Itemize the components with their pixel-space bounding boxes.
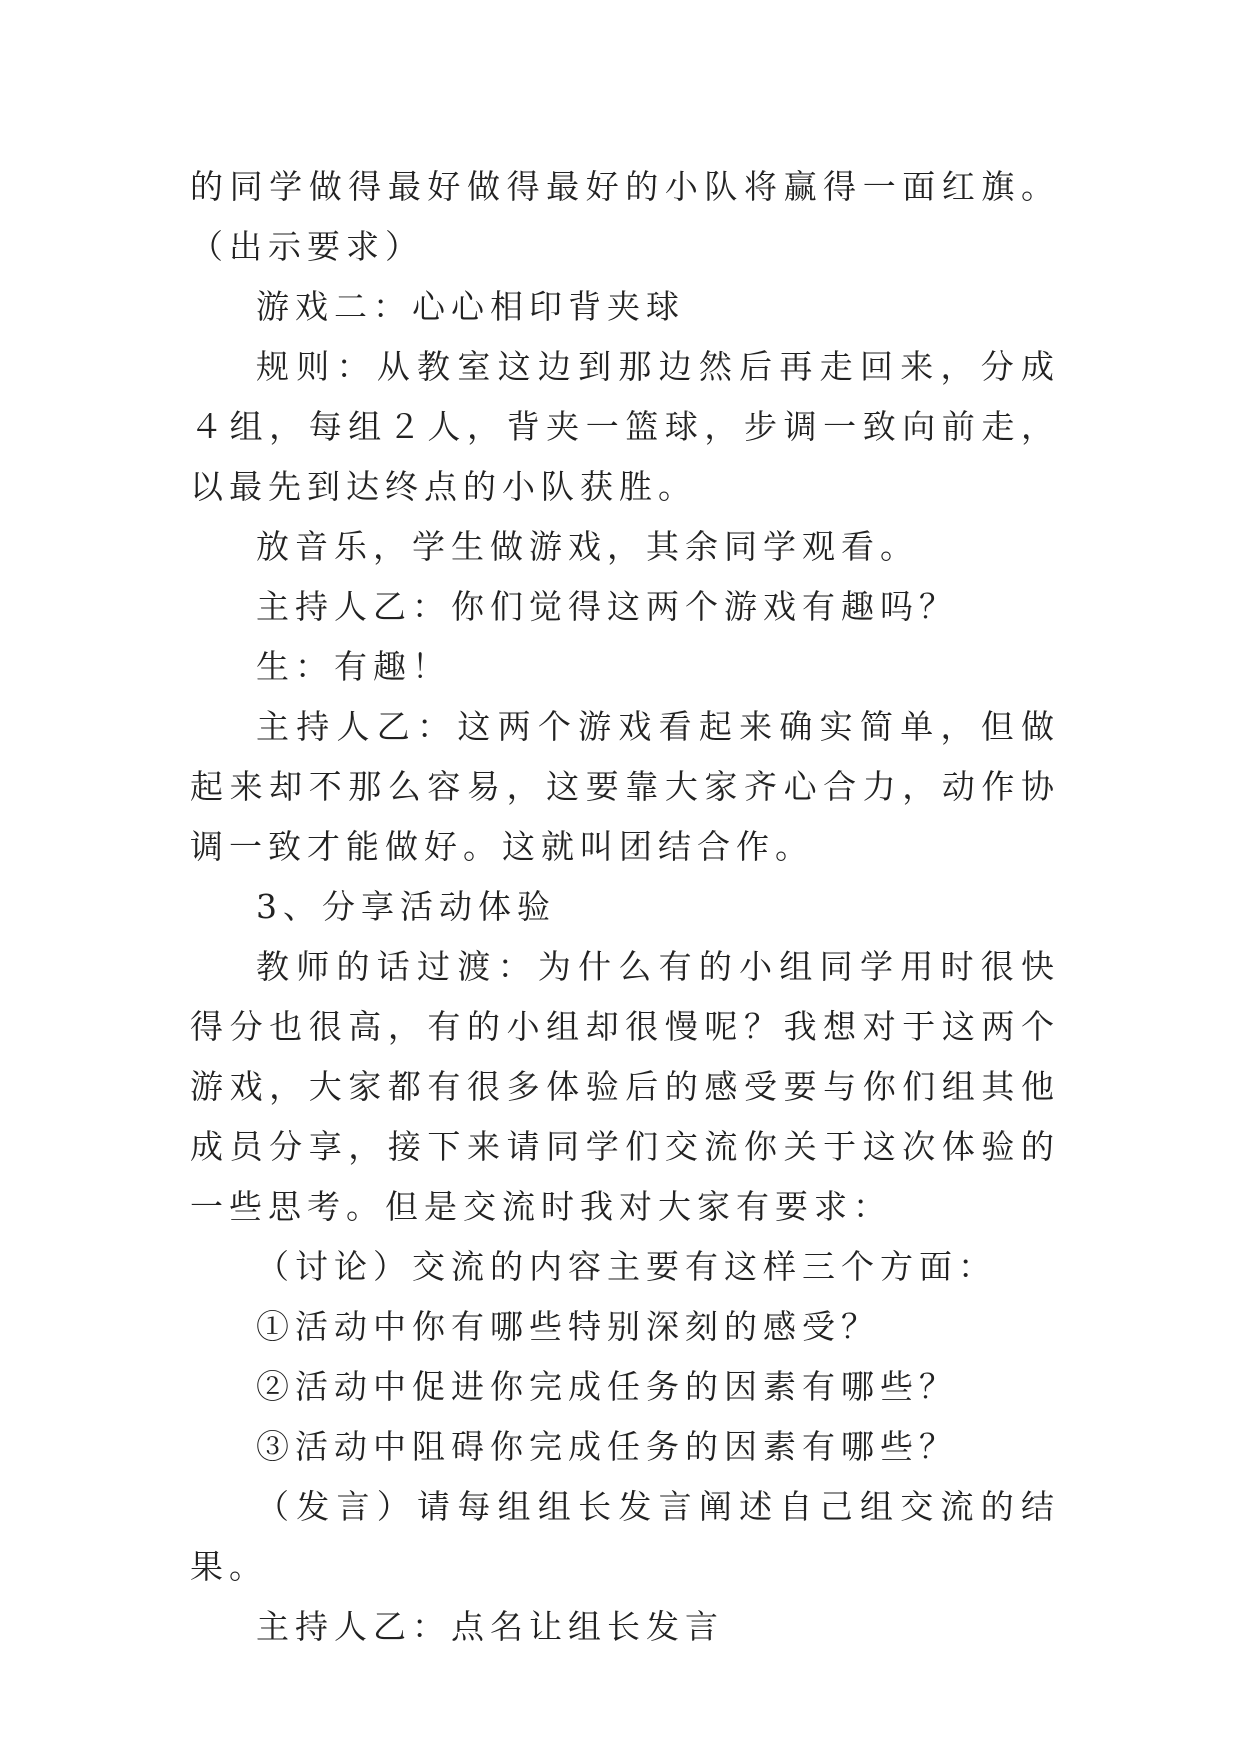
paragraph-game-two-rules: 规则：从教室这边到那边然后再走回来，分成４组，每组２人，背夹一篮球，步调一致向前走，以最先到达终点的小队获胜。 [190,347,1060,506]
paragraph-speech: （发言）请每组组长发言阐述自己组交流的结果。 [190,1487,1060,1586]
list-item-two: ②活动中促进你完成任务的因素有哪些？ [256,1367,958,1406]
paragraph-discussion-intro: （讨论）交流的内容主要有这样三个方面： [256,1247,997,1286]
paragraph-continuation: 的同学做得最好做得最好的小队将赢得一面红旗。（出示要求） [190,167,1060,266]
paragraph-teacher-transition: 教师的话过渡：为什么有的小组同学用时很快得分也很高，有的小组却很慢呢？我想对于这两个游戏，大家都有很多体验后的感受要与你们组其他成员分享，接下来请同学们交流你关于这次体验的一些思考。但是交流时我对大家有要求： [190,947,1060,1226]
paragraph-student-answer: 生：有趣！ [256,647,451,686]
list-item-three: ③活动中阻碍你完成任务的因素有哪些？ [256,1427,958,1466]
section-heading-share: 3、分享活动体验 [256,887,556,926]
paragraph-host-question: 主持人乙：你们觉得这两个游戏有趣吗？ [256,587,958,626]
paragraph-play-music: 放音乐，学生做游戏，其余同学观看。 [256,527,919,566]
list-item-one: ①活动中你有哪些特别深刻的感受？ [256,1307,880,1346]
paragraph-host-summary: 主持人乙：这两个游戏看起来确实简单，但做起来却不那么容易，这要靠大家齐心合力，动作协调一致才能做好。这就叫团结合作。 [190,707,1060,866]
paragraph-host-roll-call: 主持人乙：点名让组长发言 [256,1607,724,1646]
document-body [190,157,1060,1657]
paragraph-game-two-title: 游戏二：心心相印背夹球 [256,287,685,326]
